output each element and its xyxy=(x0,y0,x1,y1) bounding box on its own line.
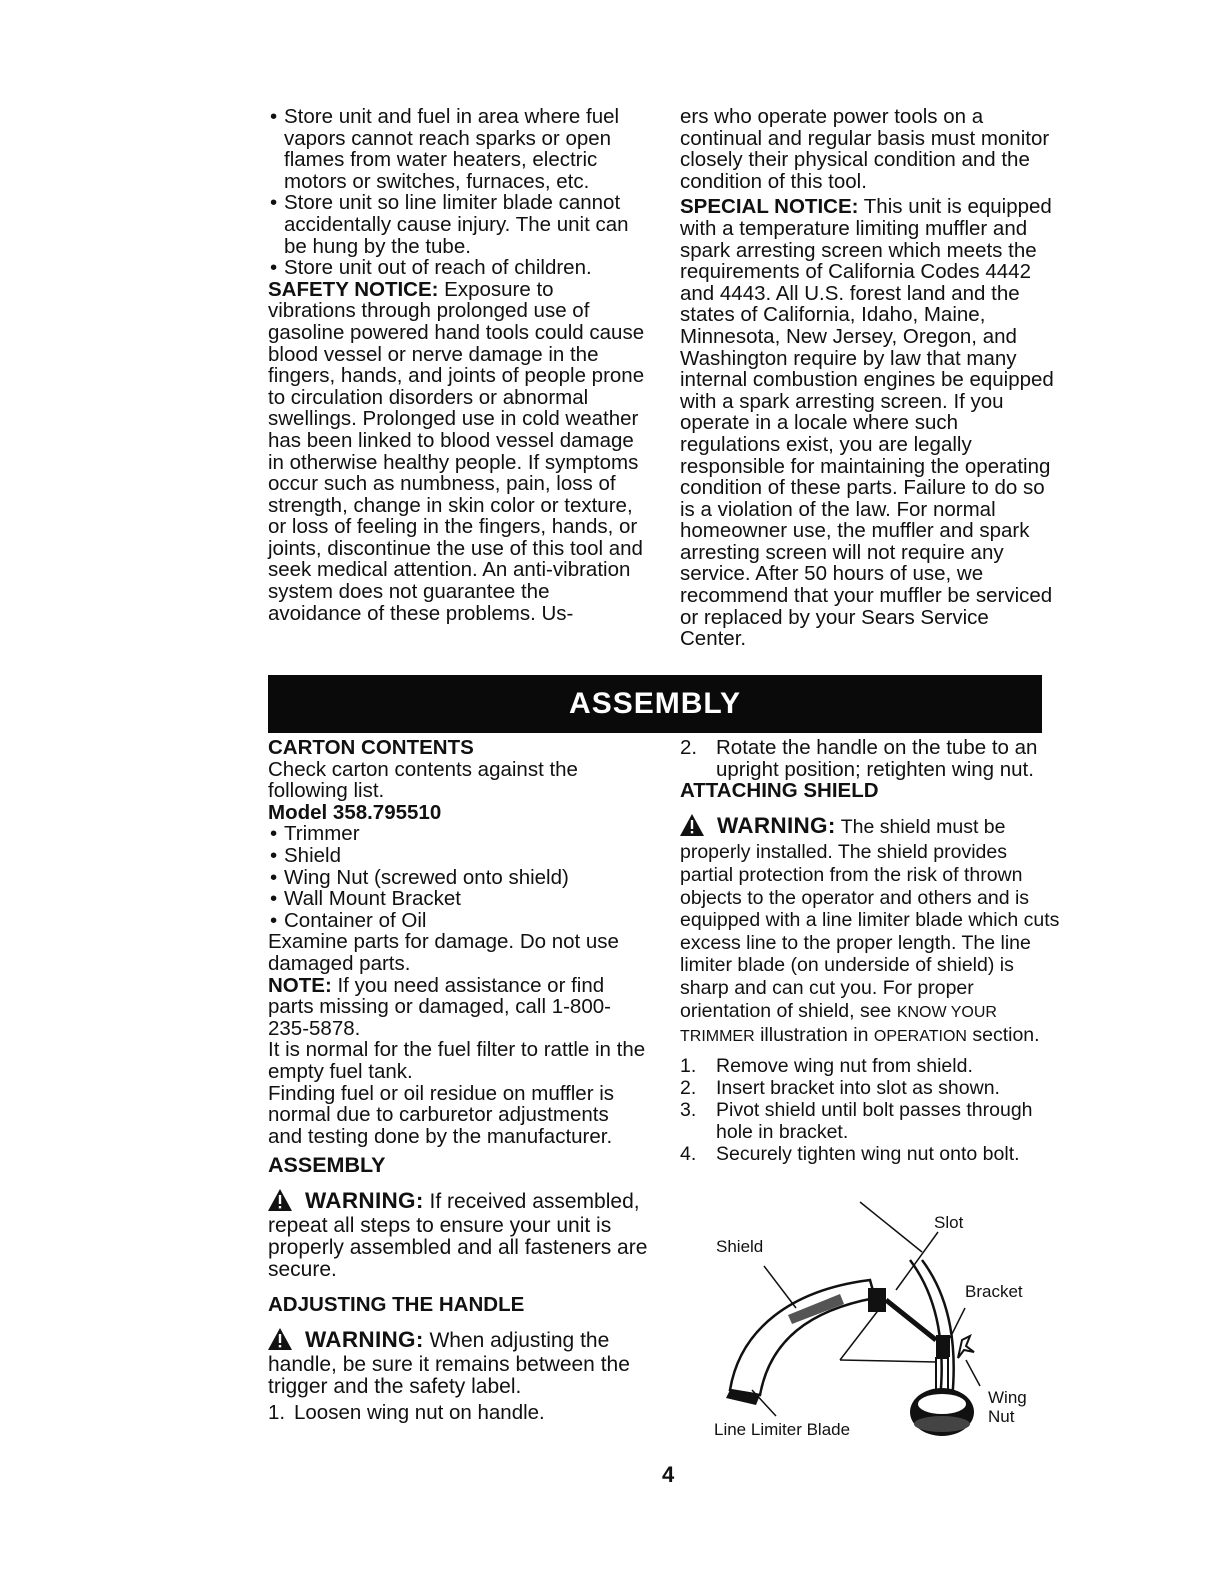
step-text: Rotate the handle on the tube to an upright position; retighten wing nut. xyxy=(716,736,1038,781)
warning-received-assembled xyxy=(268,1189,648,1280)
warning-adjusting-handle xyxy=(268,1328,648,1398)
nut-label: Nut xyxy=(988,1407,1015,1426)
warning-label: WARNING: xyxy=(305,1187,424,1213)
list-item: • Wing Nut (screwed onto shield) xyxy=(268,867,648,889)
line-limiter-blade-label: Line Limiter Blade xyxy=(714,1420,851,1439)
examine-text: Examine parts for damage. Do not use damaged parts. xyxy=(268,930,619,975)
step-number: 1. xyxy=(268,1400,286,1424)
residue-text: Finding fuel or oil residue on muffler is normal due to carburetor adjustments and testing done by the manufacturer. xyxy=(268,1081,615,1148)
warning-triangle-icon xyxy=(268,1189,302,1216)
step-number: 1. xyxy=(680,1054,697,1077)
continued-text: ers who operate power tools on a continual and regular basis must monitor closely their physical condition and the condition of this tool. xyxy=(680,105,1050,193)
step-text: Remove wing nut from shield. xyxy=(716,1054,973,1077)
list-item xyxy=(680,737,1060,780)
model-number: Model 358.795510 xyxy=(268,800,442,824)
list-item xyxy=(680,1055,1060,1077)
step-text: Loosen wing nut on handle. xyxy=(294,1400,545,1424)
list-item xyxy=(680,1143,1060,1165)
warning-label: WARNING: xyxy=(717,812,836,838)
warning-text-end: section. xyxy=(972,1024,1040,1047)
bracket-label: Bracket xyxy=(965,1282,1023,1301)
shield-steps xyxy=(680,1055,1060,1165)
adjusting-handle-heading: ADJUSTING THE HANDLE xyxy=(268,1293,525,1317)
list-item: • Store unit so line limiter blade cannot accidentally cause injury. The unit can be hung by the tube. xyxy=(268,192,646,257)
assembly-banner: ASSEMBLY xyxy=(268,675,1042,733)
list-item: • Shield xyxy=(268,845,648,867)
step-text: Pivot shield until bolt passes through hole in bracket. xyxy=(716,1098,1033,1143)
note-label: NOTE: xyxy=(268,973,332,997)
page-number: 4 xyxy=(662,1462,675,1487)
warning-text: If received assembled, repeat all steps to ensure your unit is properly assembled and all fasteners are secure. xyxy=(268,1189,648,1281)
bracket-arm xyxy=(886,1300,936,1340)
list-item: • Container of Oil xyxy=(268,910,648,932)
special-notice-text: This unit is equipped with a temperature limiting muffler and spark arresting screen which meets the requirements of California Codes 4442 and 4443. All U.S. forest land and the states of California, Idaho, Maine, Minnesota, New Jersey, Oregon, and Washington require by law that many internal combustion engines be equipped with a spark arresting screen. If you operate in a locale where such regulations exist, you are legally responsible for maintaining the operating condition of these parts. Failure to do so is a violation of the law. For normal homeowner use, the muffler and spark arresting screen will not require any service. After 50 hours of use, we recommend that your muffler be serviced or replaced by your Sears Service Center. xyxy=(680,195,1054,651)
note-paragraph xyxy=(268,975,648,1040)
carton-contents-heading: CARTON CONTENTS xyxy=(268,736,474,759)
shield-shape xyxy=(730,1280,875,1395)
list-item: • Trimmer xyxy=(268,823,648,845)
step-number: 2. xyxy=(680,736,698,759)
safety-notice-text: Exposure to vibrations through prolonged use of gasoline powered hand tools could cause blood vessel or nerve damage in the fingers, hands, and joints of people prone to circulation disorders or abnormal swellings. Prolonged use in cold weather has been linked to blood vessel damage in otherwise healthy people. If symptoms occur such as numbness, pain, loss of strength, change in skin color or texture, or loss of feeling in the fingers, hands, or joints, discontinue the use of this tool and seek medical attention. An anti-vibration system does not guarantee the avoidance of these problems. Us- xyxy=(268,277,645,625)
step-number: 2. xyxy=(680,1076,697,1099)
attaching-shield-heading: ATTACHING SHIELD xyxy=(680,779,879,803)
note-text: If you need assistance or find parts missing or damaged, call 1-800-235-5878. xyxy=(268,973,611,1040)
list-item xyxy=(268,1402,648,1424)
step-text: Insert bracket into slot as shown. xyxy=(716,1076,1000,1099)
wing-label: Wing xyxy=(988,1388,1027,1407)
operation-ref: OPERATION xyxy=(873,1028,967,1046)
bracket-clamp xyxy=(936,1335,950,1357)
safety-notice-label: SAFETY NOTICE: xyxy=(268,277,439,301)
warning-triangle-icon xyxy=(268,1328,302,1355)
list-item xyxy=(680,1099,1060,1143)
know-your-trimmer-ref: KNOW YOUR TRIMMER xyxy=(680,1003,997,1046)
special-notice xyxy=(680,196,1058,649)
list-item: • Store unit out of reach of children. xyxy=(268,257,646,279)
carton-items-list xyxy=(268,823,648,931)
storage-bullet-list xyxy=(268,106,646,279)
warning-text: The shield must be properly installed. The shield provides partial protection from the risk of thrown objects to the operator and others and is equipped with a line limiter blade which cuts excess line to the proper length. The line limiter blade (on underside of shield) is sharp and can cut you. For proper orientation of shield, see xyxy=(680,815,1060,1022)
bracket xyxy=(868,1288,886,1312)
warning-shield xyxy=(680,814,1060,1049)
list-item xyxy=(680,1077,1060,1099)
slot-label: Slot xyxy=(934,1213,964,1232)
handle-steps-continued xyxy=(680,737,1060,780)
safety-notice xyxy=(268,279,646,625)
step-text: Securely tighten wing nut onto bolt. xyxy=(716,1142,1020,1165)
shield-label: Shield xyxy=(716,1237,764,1256)
assembly-heading: ASSEMBLY xyxy=(268,1153,386,1178)
step-number: 3. xyxy=(680,1098,697,1121)
step-number: 4. xyxy=(680,1142,697,1165)
fuel-filter-text: It is normal for the fuel filter to rattle in the empty fuel tank. xyxy=(268,1038,646,1083)
warning-triangle-icon xyxy=(680,814,714,842)
warning-text-mid: illustration in xyxy=(760,1024,869,1047)
handle-steps xyxy=(268,1402,648,1424)
list-item: • Wall Mount Bracket xyxy=(268,888,648,910)
top-left-column xyxy=(268,106,646,624)
warning-label: WARNING: xyxy=(305,1326,424,1352)
bottom-right-column xyxy=(680,737,1060,1165)
carton-intro: Check carton contents against the following list. xyxy=(268,757,578,803)
wing-nut xyxy=(958,1336,974,1358)
warning-text: When adjusting the handle, be sure it remains between the trigger and the safety label. xyxy=(268,1328,630,1399)
shield-assembly-diagram xyxy=(700,1190,1060,1450)
special-notice-label: SPECIAL NOTICE: xyxy=(680,195,859,219)
list-item: • Store unit and fuel in area where fuel vapors cannot reach sparks or open flames from water heaters, electric motors or switches, furnaces, etc. xyxy=(268,106,646,192)
bottom-left-column xyxy=(268,737,648,1423)
top-right-column xyxy=(680,106,1058,650)
